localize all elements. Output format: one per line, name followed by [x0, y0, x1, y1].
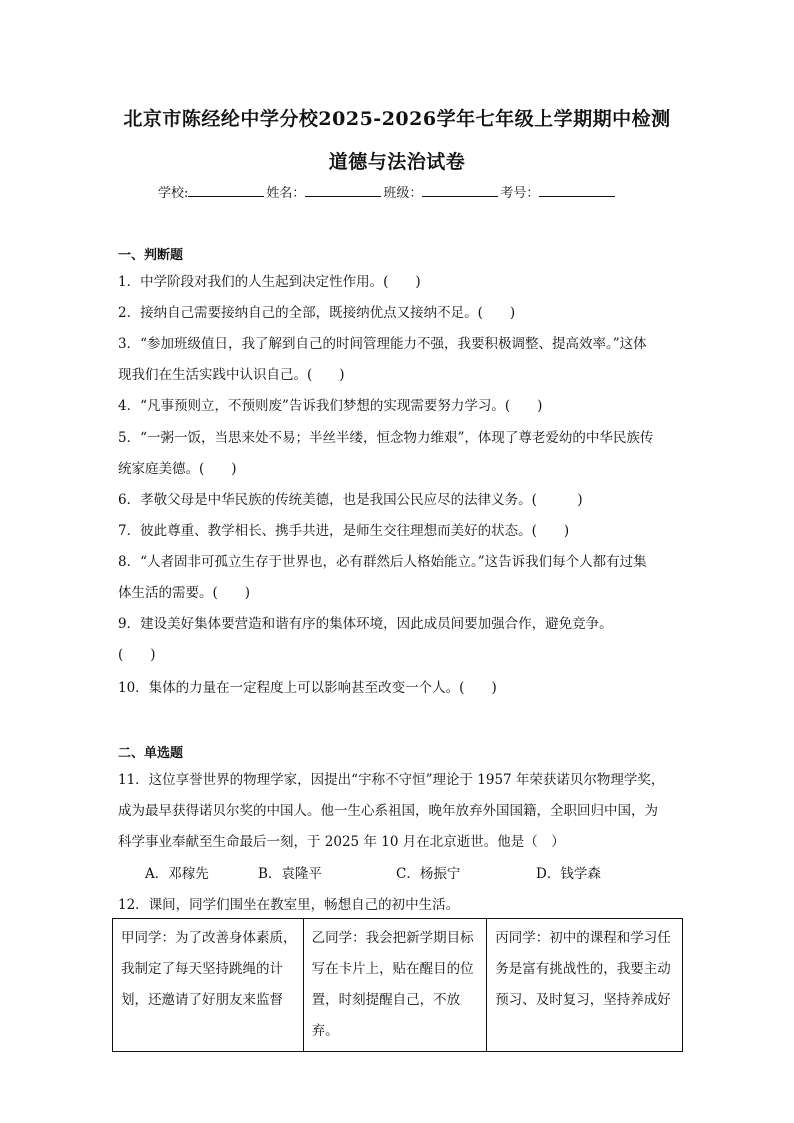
exam-title: 北京市陈经纶中学分校2025-2026学年七年级上学期期中检测 [123, 108, 671, 130]
question-line: 9．建设美好集体要营造和谐有序的集体环境，因此成员间要加强合作，避免竞争。 [118, 616, 613, 632]
option-d[interactable]: D．钱学森 [536, 866, 601, 882]
cell-line: 丙同学：初中的课程和学习任 [495, 930, 671, 946]
q12-student-table [112, 918, 683, 1052]
question-line: ( ) [118, 647, 156, 663]
exam-number-blank[interactable] [539, 184, 615, 197]
question-line: 成为最早获得诺贝尔奖的中国人。他一生心系祖国，晚年放弃外国国籍，全职回归中国，为 [118, 803, 658, 819]
question-line: 11．这位享誉世界的物理学家，因提出“宇称不守恒”理论于 1957 年荣获诺贝尔物理学奖， [118, 772, 665, 788]
name-label: 姓名： [266, 186, 306, 201]
cell-line: 我制定了每天坚持跳绳的计 [121, 961, 283, 977]
question-line: 5．“一粥一饭，当思来处不易；半丝半缕，恒念物力维艰”，体现了尊老爱幼的中华民族传 [118, 430, 654, 446]
question-line: 8．“人者固非可孤立生存于世界也，必有群然后人格始能立。”这告诉我们每个人都有过集 [118, 554, 647, 570]
student-jia-cell [113, 919, 304, 1052]
question-line: 3．“参加班级值日，我了解到自己的时间管理能力不强，我要积极调整、提高效率。”这体 [118, 336, 647, 352]
section-heading-judgment: 一、判断题 [118, 248, 184, 263]
question-line: 科学事业奉献至生命最后一刻，于 2025 年 10 月在北京逝世。他是（ ） [118, 834, 565, 850]
option-b[interactable]: B．袁隆平 [258, 866, 322, 882]
option-a[interactable]: A．邓稼先 [145, 866, 209, 882]
question-line: 统家庭美德。( ) [118, 461, 237, 477]
class-label: 班级： [383, 186, 423, 201]
question-line: 6．孝敬父母是中华民族的传统美德，也是我国公民应尽的法律义务。( ) [118, 492, 583, 508]
question-line: 7．彼此尊重、教学相长、携手共进，是师生交往理想而美好的状态。( ) [118, 523, 570, 539]
school-blank[interactable] [188, 184, 264, 197]
question-line: 4．“凡事预则立，不预则废”告诉我们梦想的实现需要努力学习。( ) [118, 398, 543, 414]
cell-line: 甲同学：为了改善身体素质， [121, 930, 297, 946]
question-line: 10．集体的力量在一定程度上可以影响甚至改变一个人。( ) [118, 680, 497, 696]
option-c[interactable]: C．杨振宁 [396, 866, 461, 882]
cell-line: 划，还邀请了好朋友来监督 [121, 992, 283, 1008]
question-line: 现我们在生活实践中认识自己。( ) [118, 367, 345, 383]
section-heading-single-choice: 二、单选题 [118, 746, 184, 761]
cell-line: 写在卡片上，贴在醒目的位 [311, 961, 474, 977]
class-blank[interactable] [422, 184, 498, 197]
question-line: 2．接纳自己需要接纳自己的全部，既接纳优点又接纳不足。( ) [118, 305, 516, 321]
question-line: 12．课间，同学们围坐在教室里，畅想自己的初中生活。 [118, 897, 460, 913]
student-bing-cell [487, 919, 683, 1052]
student-info-row [158, 182, 617, 201]
school-label: 学校: [158, 186, 189, 201]
question-line: 1．中学阶段对我们的人生起到决定性作用。( ) [118, 274, 421, 290]
table-row [113, 919, 683, 1052]
cell-line: 预习、及时复习，坚持养成好 [495, 992, 671, 1008]
exam-subtitle: 道德与法治试卷 [328, 151, 466, 173]
cell-line: 乙同学：我会把新学期目标 [311, 930, 474, 946]
question-line: 体生活的需要。( ) [118, 585, 251, 601]
exam-number-label: 考号： [500, 186, 540, 201]
student-yi-cell [303, 919, 487, 1052]
name-blank[interactable] [305, 184, 381, 197]
cell-line: 置，时刻提醒自己，不放弃。 [311, 992, 461, 1039]
cell-line: 务是富有挑战性的，我要主动 [495, 961, 671, 977]
